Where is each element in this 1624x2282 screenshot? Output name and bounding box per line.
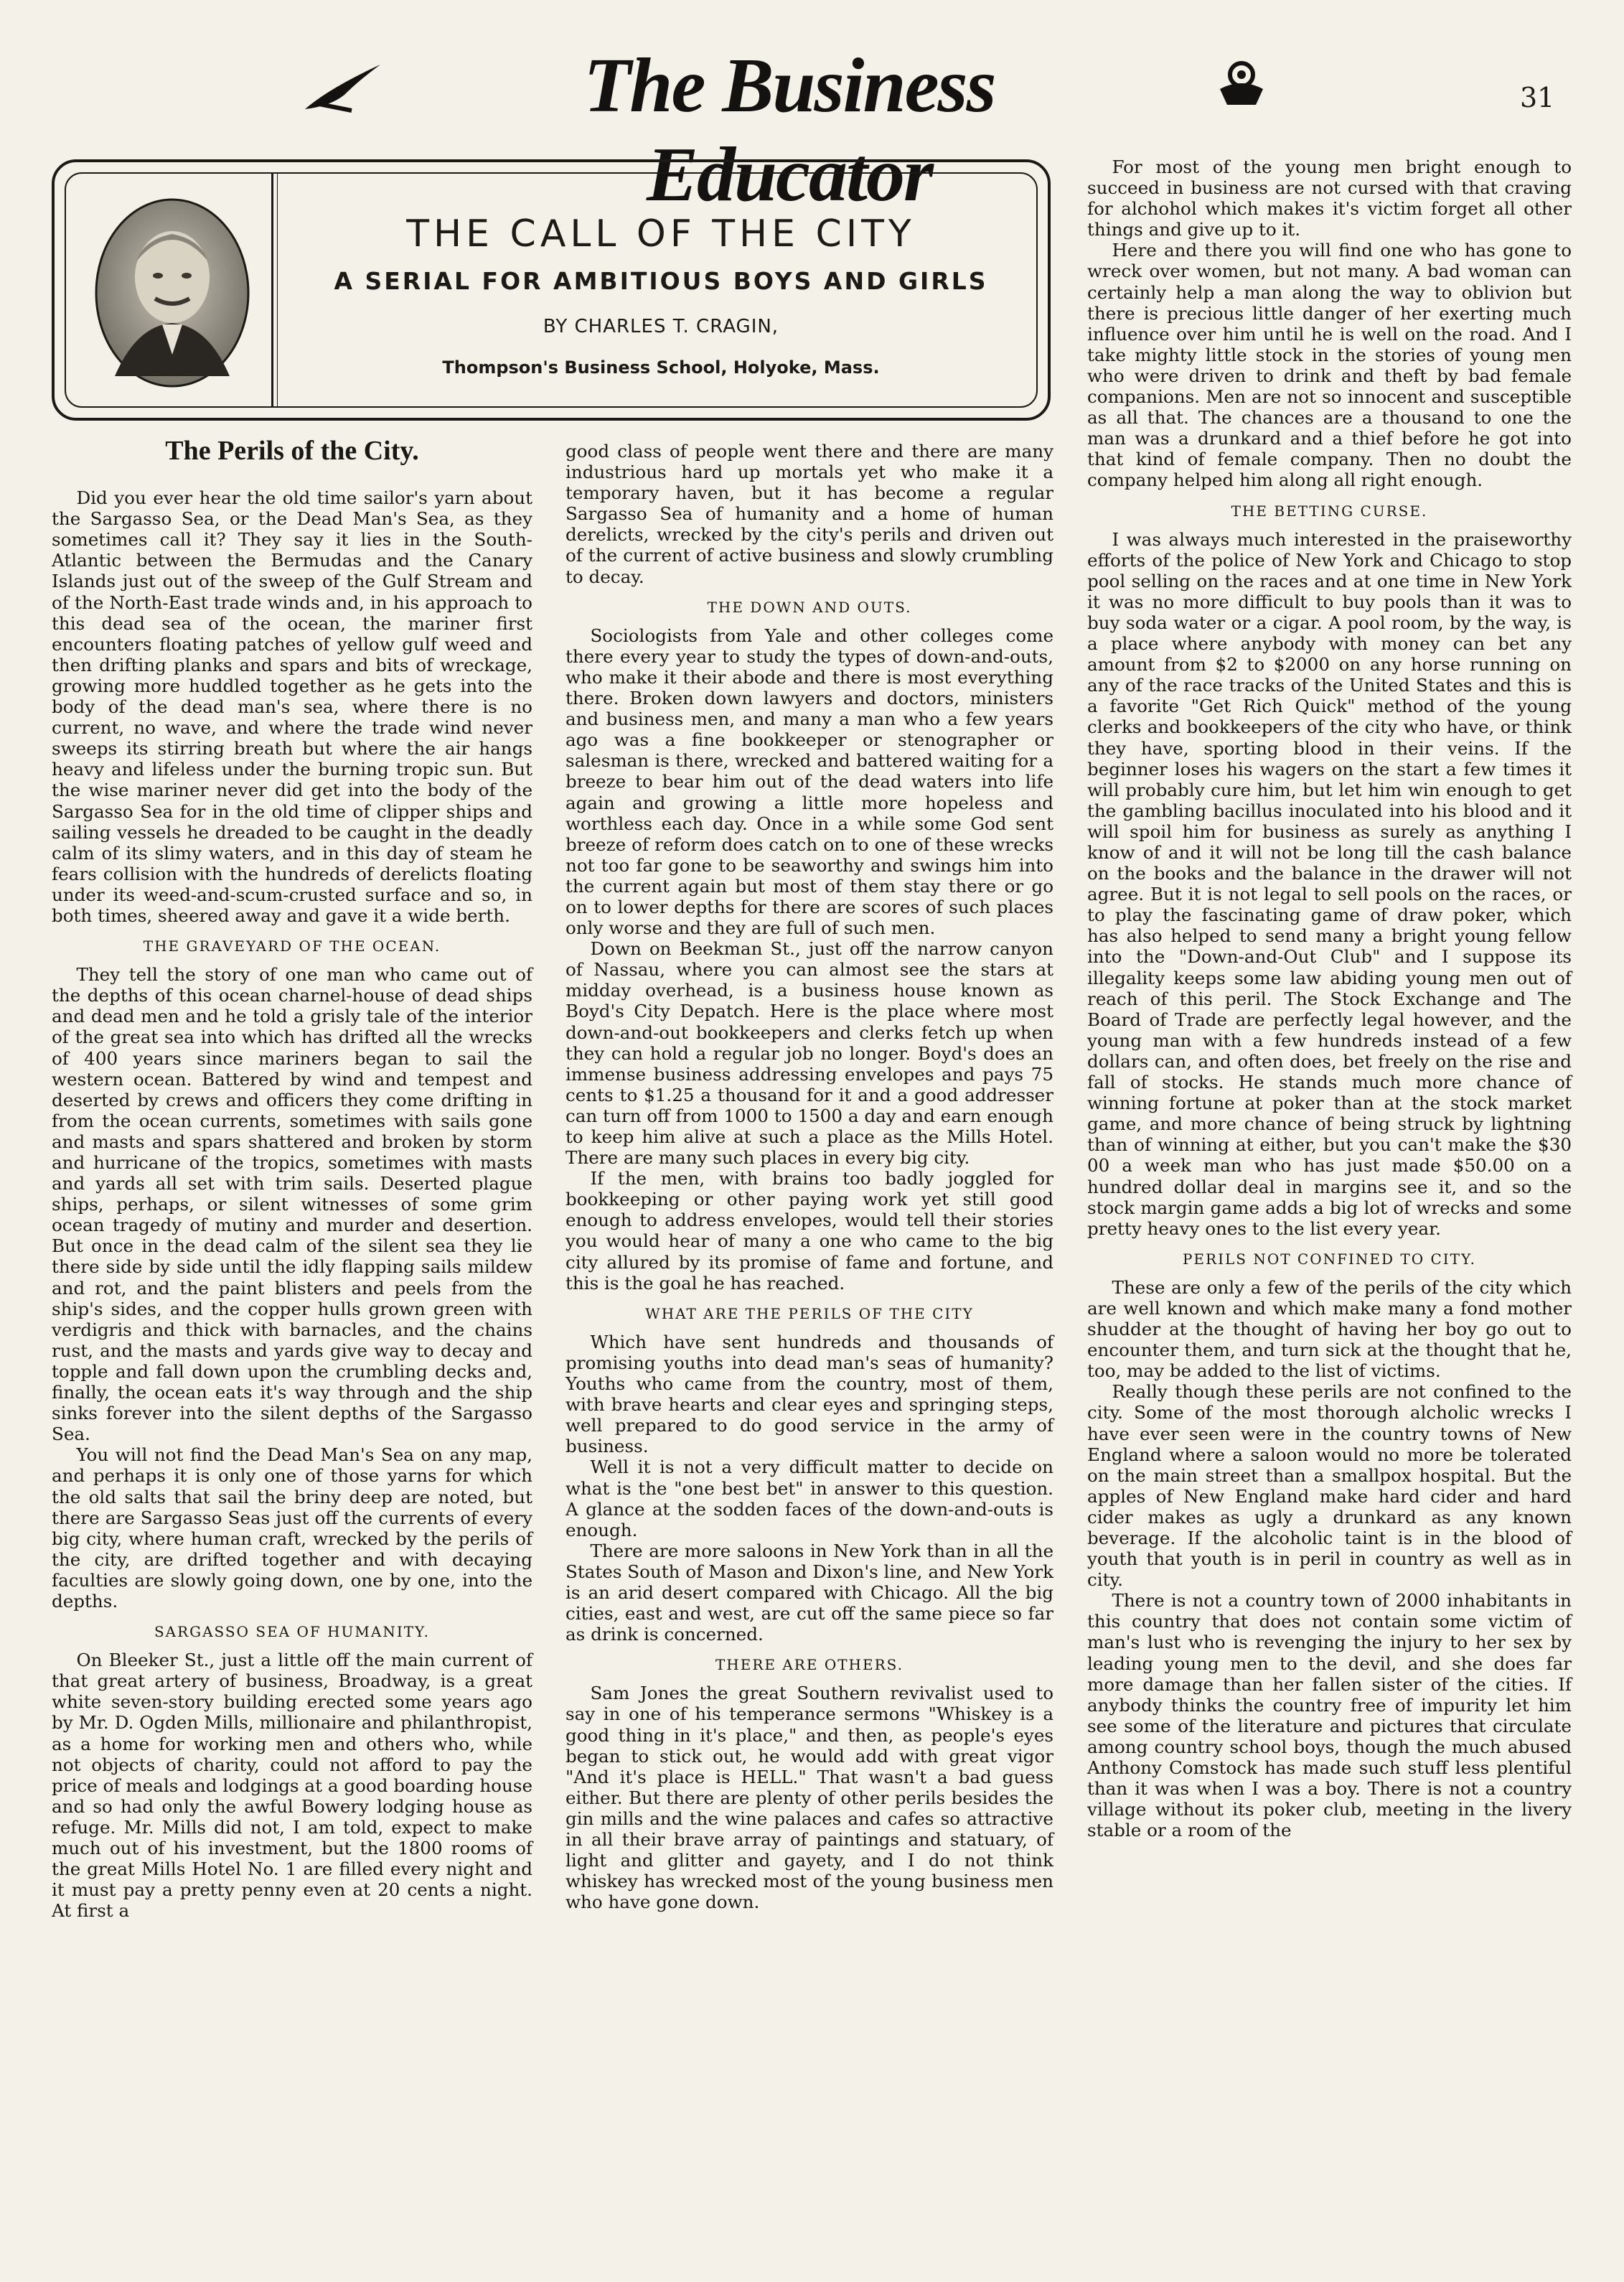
serial-title: THE CALL OF THE CITY: [406, 212, 916, 256]
paragraph: Sam Jones the great Southern revivalist used to say in one of his temperance sermons "Whiskey is a good thing in it's place," and then, as people's eyes began to stick out, he would add with great vigor "And it's place is HELL." That wasn't a bad guess either. But there are plenty of other perils besides the gin mills and the wine palaces and cafes so attractive in all their brave array of paintings and statuary, of light and glitter and gayety, and I do not think whiskey has wrecked most of the young business men who have gone down.: [565, 1683, 1053, 1913]
paragraph: I was always much interested in the praiseworthy efforts of the police of New York and Chicago to stop pool selling on the races and at one time in New York it was no more difficult to buy pools than it was to buy soda water or a cigar. A pool room, by the way, is a place where anybody with money can bet any amount from $2 to $2000 on any horse running on any of the race tracks of the United States and this is a favorite "Get Rich Quick" method of the young clerks and bookkeepers of the city who have, or think they have, sporting blood in their veins. If the beginner loses his wagers on the start a few times it will probably cure him, but let him win enough to get the gambling bacillus inoculated into his blood and it will spoil him for business as surely as anything I know of and it will not be long till the cash balance on the books and the balance in the drawer will not agree. But it is not legal to sell pools on the races, or to play the fascinating game of draw poker, which has also helped to send many a bright young fellow into the "Down-and-Out Club" and I suppose its illegality keeps some law abiding young men out of reach of this peril. The Stock Exchange and The Board of Trade are perfectly legal however, and the young man with a few hundreds instead of a few dollars can, and often does, bet freely on the rise and fall of stocks. He stands much more chance of winning fortune at poker than at the stock market game, and more chance of being struck by lightning than of winning at either, but you can't make the $30 00 a week man who has just made $50.00 on a hundred dollar deal in margins see it, and so the stock margin game adds a big lot of wrecks and some pretty heavy ones to the list every year.: [1087, 528, 1572, 1239]
article-heading: The Perils of the City.: [165, 436, 419, 466]
section-heading: THERE ARE OTHERS.: [715, 1656, 904, 1674]
page-number: 31: [1520, 82, 1555, 113]
author-portrait: [93, 197, 251, 389]
section-heading: PERILS NOT CONFINED TO CITY.: [1182, 1250, 1477, 1268]
paragraph: They tell the story of one man who came out of the depths of this ocean charnel-house of dead ships and dead men and he told a grisly tale of the interior of the great sea into which has drifted all the wrecks of 400 years since mariners began to sail the western ocean. Battered by wind and tempest and deserted by crews and officers they come drifting in from the ocean currents, sometimes with sails gone and masts and spars shattered and broken by storm and hurricane of the tropics, sometimes with masts and yards all set with trim sails. Deserted plague ships, perhaps, or silent witnesses of some grim ocean tragedy of mutiny and murder and desertion. But once in the dead calm of the silent sea they lie there side by side until the idly flapping sails mildew and rot, and the paint blisters and peels from the ship's sides, and the copper hulls grown green with verdigris and thick with barnacles, and the chains rust, and the masts and yards give way to decay and topple and fall down upon the crumbling decks and, finally, the ocean eats it's way through and the ship sinks forever into the silent depths of the Sargasso Sea.: [52, 964, 532, 1445]
serial-subtitle: A SERIAL FOR AMBITIOUS BOYS AND GIRLS: [334, 267, 988, 295]
paragraph: If the men, with brains too badly joggled for bookkeeping or other paying work yet still good enough to address envelopes, would tell their stories you would hear of many a one who came to the big city allured by its promise of fame and fortune, and this is the goal he has reached.: [565, 1168, 1053, 1294]
section-heading: WHAT ARE THE PERILS OF THE CITY: [645, 1304, 974, 1322]
header-divider-thin: [277, 172, 278, 408]
paragraph: There is not a country town of 2000 inhabitants in this country that does not contain some victim of man's lust who is revenging the injury to her sex by leading young men to the devil, and she does far more damage than her fallen sister of the cities. If anybody thinks the country free of impurity let him see some of the literature and pictures that circulate among country school boys, though the much abused Anthony Comstock has made such stuff less plentiful than it was when I was a boy. There is not a country village without its poker club, meeting in the livery stable or a room of the: [1087, 1590, 1572, 1841]
serial-byline: BY CHARLES T. CRAGIN,: [543, 316, 779, 337]
header-divider: [271, 172, 273, 408]
paragraph: Well it is not a very difficult matter to decide on what is the "one best bet" in answer to this question. A glance at the sodden faces of the down-and-outs is enough.: [565, 1456, 1053, 1540]
section-heading: THE DOWN AND OUTS.: [707, 598, 912, 616]
article-column-2: [565, 441, 1053, 1912]
paragraph: There are more saloons in New York than in all the States South of Mason and Dixon's line, and New York is an arid desert compared with Chicago. All the big cities, east and west, are cut off the same piece so far as drink is concerned.: [565, 1540, 1053, 1645]
paragraph: These are only a few of the perils of the city which are well known and which make many a fond mother shudder at the thought of having her boy go out to encounter them, and turn sick at the thought that he, too, may be added to the list of victims.: [1087, 1276, 1572, 1382]
paragraph: Did you ever hear the old time sailor's yarn about the Sargasso Sea, or the Dead Man's Sea, as they sometimes call it? They say it lies in the South-Atlantic between the Bermudas and the Canary Islands just out of the sweep of the Gulf Stream and of the North-East trade winds and, in his approach to this dead sea of the ocean, the mariner first encounters floating patches of yellow gulf weed and then drifting planks and spars and bits of wreckage, growing more huddled together as he gets into the body of the dead man's sea, where there is no current, no wave, and where the trade wind never sweeps its stirring breath but where the air hangs heavy and lifeless under the burning tropic sun. But the wise mariner never did get into the body of the Sargasso Sea for in the old time of clipper ships and sailing vessels he dreaded to be caught in the deadly calm of its slimy waters, and in this day of steam he fears collision with the hundreds of derelicts floating under its weed-and-scum-crusted surface and so, in both times, sheered away and gave it a wide berth.: [52, 487, 532, 926]
emblem-icon: [1213, 53, 1270, 111]
paragraph: On Bleeker St., just a little off the main current of that great artery of business, Broadway, is a great white seven-story building erected some years ago by Mr. D. Ogden Mills, millionaire and philanthropist, as a home for working men and others who, while not objects of charity, could not afford to pay the price of meals and lodgings at a good boarding house and so had only the awful Bowery lodging house as refuge. Mr. Mills did not, I am told, expect to make much out of his investment, but the 1800 rooms of the great Mills Hotel No. 1 are filled every night and it must pay a pretty penny even at 20 cents a night. At first a: [52, 1650, 532, 1922]
section-heading: THE GRAVEYARD OF THE OCEAN.: [143, 937, 441, 955]
paragraph: Here and there you will find one who has gone to wreck over women, but not many. A bad woman can certainly help a man along the way to oblivion but there is precious little danger of her exerting much influence over him until he is well on the road. And I take mighty little stock in the stories of young men who were driven to drink and theft by bad female companions. Men are not so innocent and susceptible as all that. The chances are a thousand to one the man was a drunkard and a thief before he got into that kind of female company. Then no doubt the company helped him along all right enough.: [1087, 240, 1572, 491]
paragraph: good class of people went there and there are many industrious hard up mortals yet who make it a temporary haven, but it has become a regular Sargasso Sea of humanity and a home of human derelicts, wrecked by the city's perils and driven out of the current of active business and slowly crumbling to decay.: [565, 441, 1053, 587]
article-column-1: [52, 436, 532, 1922]
quill-icon: [301, 59, 388, 116]
serial-school: Thompson's Business School, Holyoke, Mass.: [442, 357, 880, 378]
section-heading: SARGASSO SEA OF HUMANITY.: [154, 1623, 431, 1641]
masthead-title: The Business Educator: [583, 43, 995, 218]
article-column-3: [1087, 156, 1572, 1841]
paragraph: You will not find the Dead Man's Sea on any map, and perhaps it is only one of those yarns for which the old salts that sail the briny deep are noted, but there are Sargasso Seas just off the currents of every big city, where human craft, wrecked by the perils of the city, are drifted together and with decaying faculties are slowly going down, one by one, into the depths.: [52, 1444, 532, 1612]
paragraph: For most of the young men bright enough to succeed in business are not cursed with that craving for alchohol which makes it's victim forget all other things and give up to it.: [1087, 156, 1572, 240]
paragraph: Really though these perils are not confined to the city. Some of the most thorough alcholic wrecks I have ever seen were in the country towns of New England where a saloon would no more be tolerated on the main street than a smallpox hospital. But the apples of New England make hard cider and hard cider makes as ugly a drunkard as any known beverage. If the alcoholic taint is in the blood of youth that youth is in peril in country as well as in city.: [1087, 1381, 1572, 1591]
paragraph: Sociologists from Yale and other colleges come there every year to study the types of down-and-outs, who make it their abode and there is most everything there. Broken down lawyers and doctors, ministers and business men, and many a man who a few years ago was a fine bookkeeper or stenographer or salesman is there, wrecked and battered waiting for a breeze to bear him out of the dead waters into life again and growing a little more hopeless and worthless each day. Once in a while some God sent breeze of reform does catch on to one of these wrecks not too far gone to be seaworthy and swings him into the current again but most of them stay there or go on to lower depths for there are scores of such places only worse and they are full of such men.: [565, 625, 1053, 939]
section-heading: THE BETTING CURSE.: [1231, 502, 1428, 520]
serial-header-box: [52, 159, 1051, 421]
paragraph: Down on Beekman St., just off the narrow canyon of Nassau, where you can almost see the stars at midday overhead, is a business house known as Boyd's City Depatch. Here is the place where most down-and-out bookkeepers and clerks fetch up when they can hold a regular job no longer. Boyd's does an immense business addressing envelopes and pays 75 cents to $1.25 a thousand for it and a good addresser can turn off from 1000 to 1500 a day and earn enough to keep him alive at such a place as the Mills Hotel. There are many such places in every big city.: [565, 938, 1053, 1169]
paragraph: Which have sent hundreds and thousands of promising youths into dead man's seas of humanity? Youths who came from the country, most of them, with brave hearts and clear eyes and springing steps, well prepared to do good service in the army of business.: [565, 1331, 1053, 1457]
